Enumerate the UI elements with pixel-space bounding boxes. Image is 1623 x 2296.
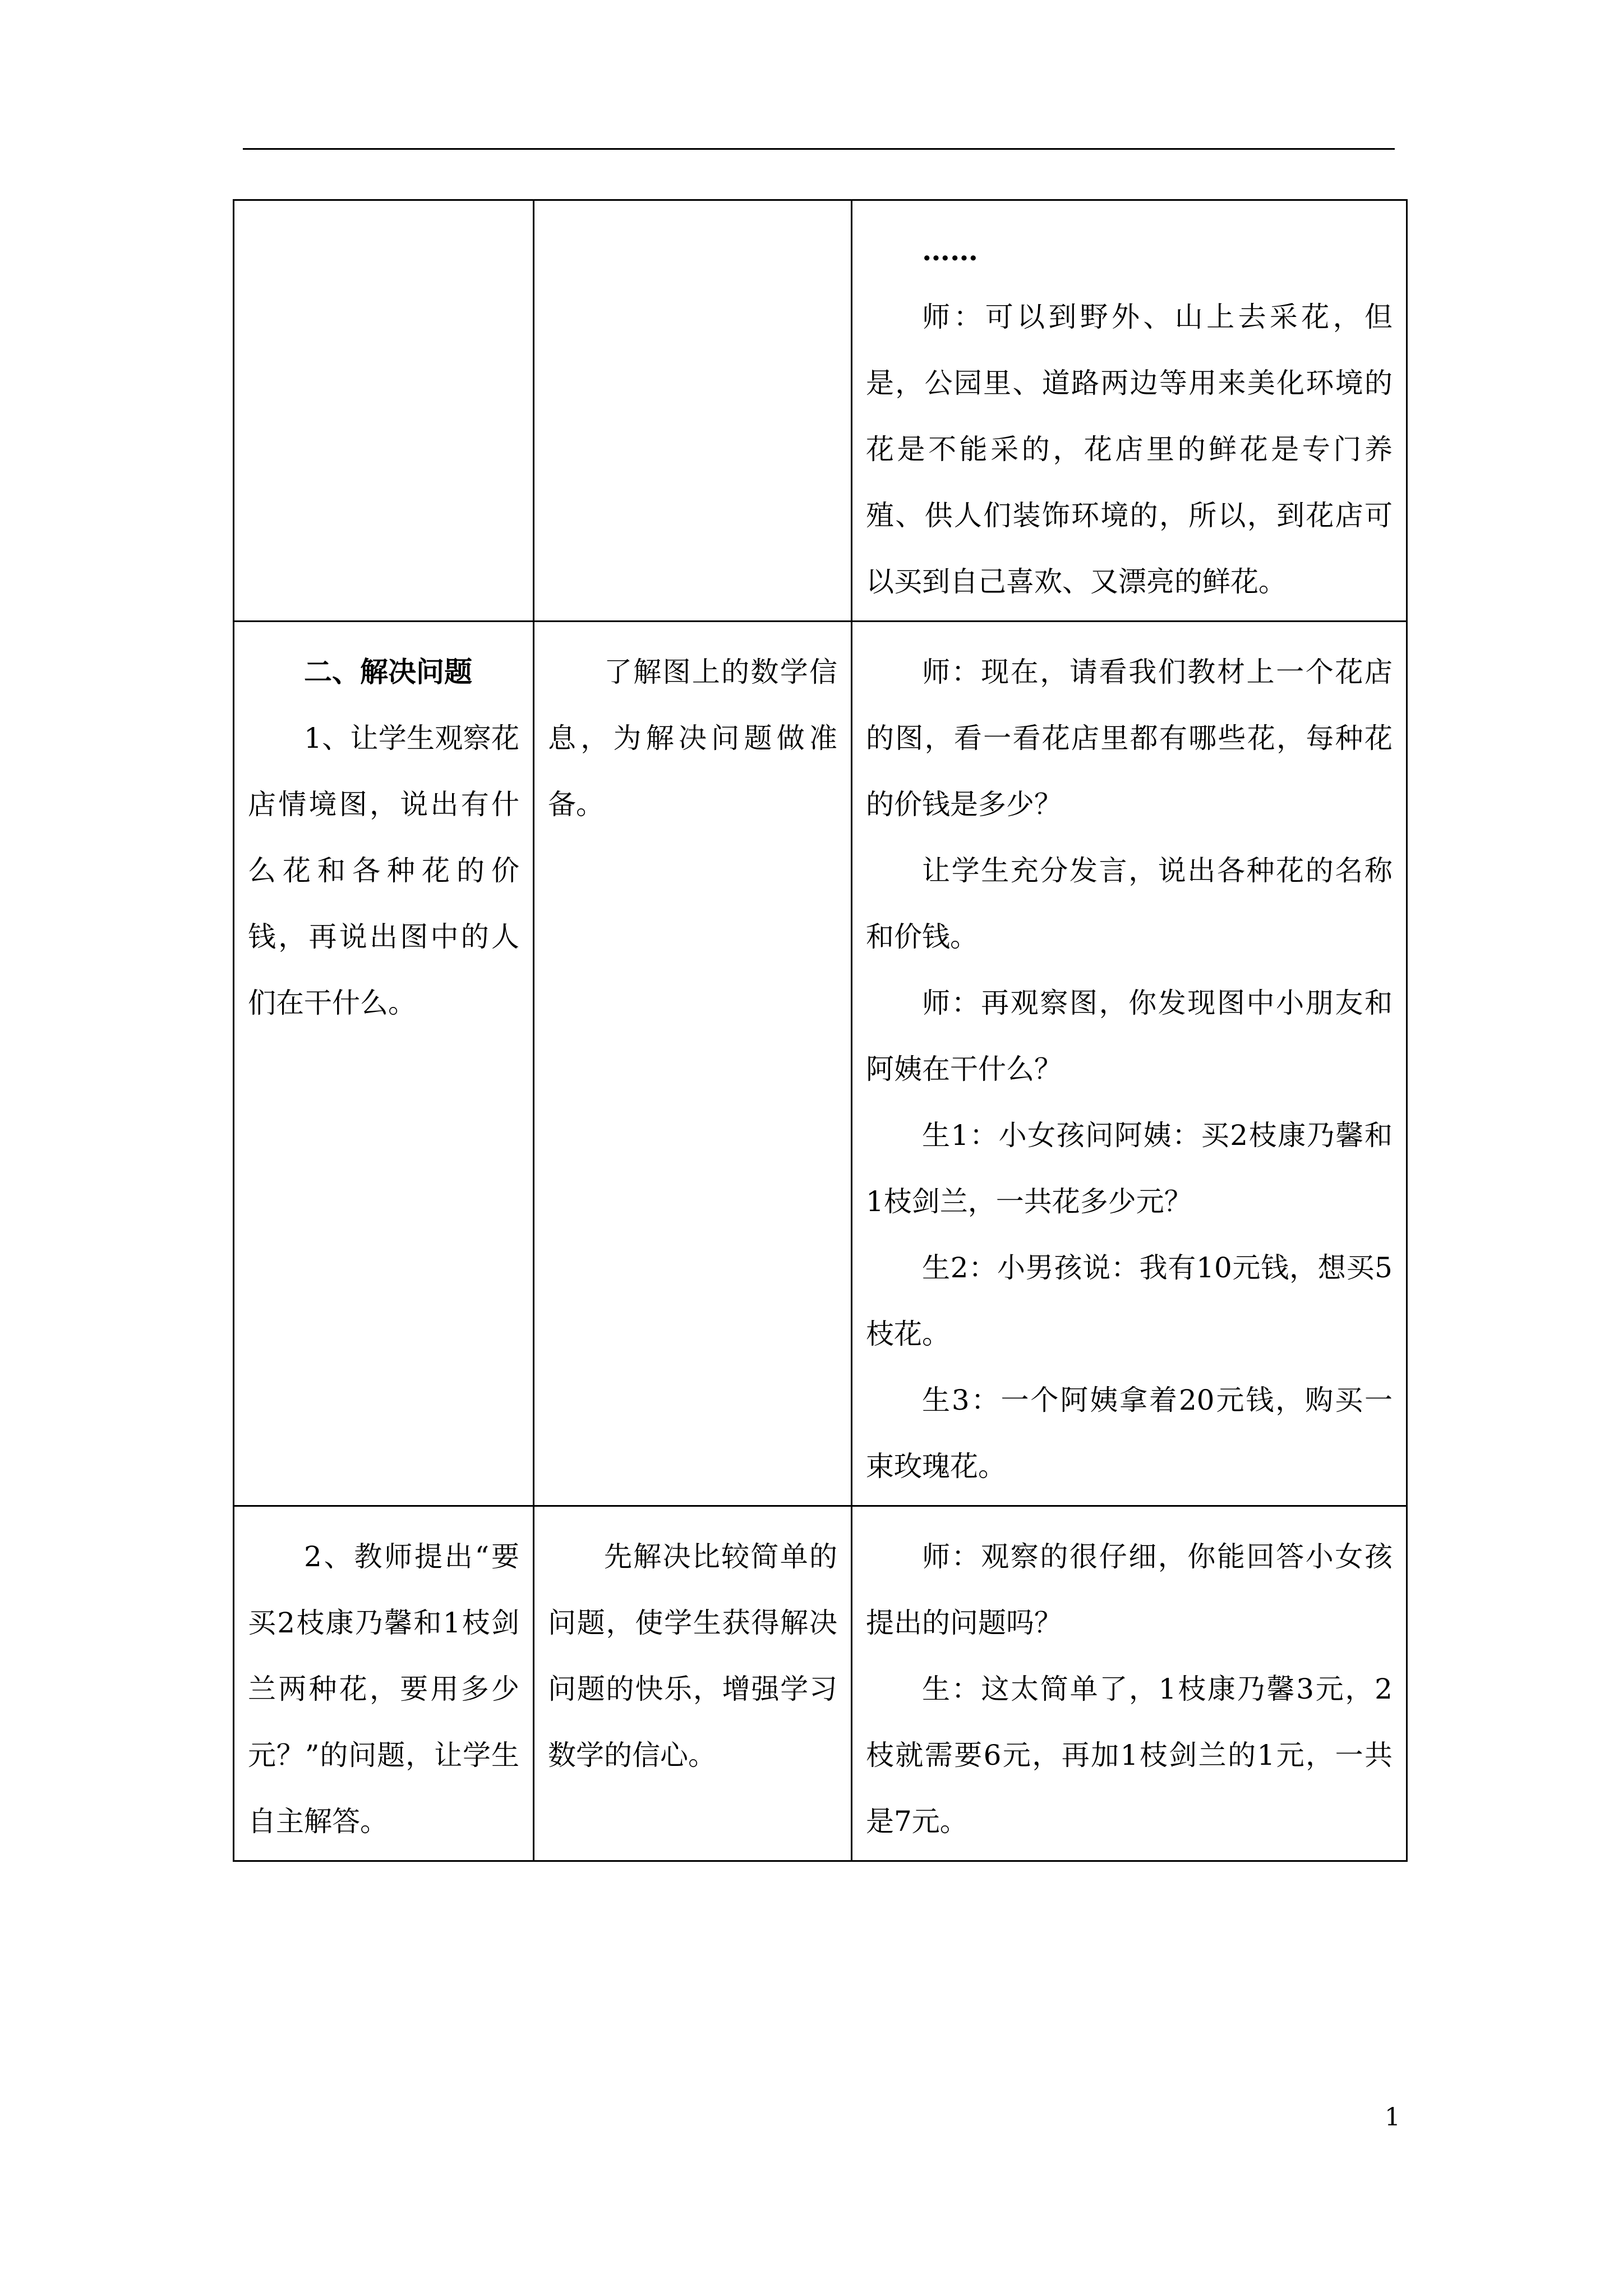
teacher-line: 师：可以到野外、山上去采花，但是，公园里、道路两边等用来美化环境的花是不能采的，花店里的鲜花是专门养殖、供人们装饰环境的，所以，到花店可以买到自己喜欢、又漂亮的鲜花。 <box>866 301 1393 598</box>
student-line: 生2：小男孩说：我有10元钱，想买5枝花。 <box>866 1251 1393 1350</box>
activity-cell <box>852 622 1407 1506</box>
teacher-line: 师：观察的很仔细，你能回答小女孩提出的问题吗？ <box>866 1540 1393 1639</box>
activity-cell <box>852 200 1407 622</box>
purpose-text: 了解图上的数学信息，为解决问题做准备。 <box>548 656 837 821</box>
header-rule <box>243 148 1395 150</box>
page-number: 1 <box>1385 2103 1400 2132</box>
content-cell <box>234 1506 534 1861</box>
student-line: 生：这太简单了，1枝康乃馨3元，2枝就需要6元，再加1枝剑兰的1元，一共是7元。 <box>866 1673 1393 1838</box>
section-heading: 二、解决问题 <box>304 655 472 688</box>
purpose-cell <box>534 200 852 622</box>
step-text: 2、教师提出“要买2枝康乃馨和1枝剑兰两种花，要用多少元？”的问题，让学生自主解答。 <box>248 1540 519 1838</box>
table-row <box>234 200 1407 622</box>
activity-cell <box>852 1506 1407 1861</box>
purpose-cell <box>534 622 852 1506</box>
instruction-line: 让学生充分发言，说出各种花的名称和价钱。 <box>866 854 1393 953</box>
content-cell <box>234 622 534 1506</box>
step-text: 1、让学生观察花店情境图，说出有什么花和各种花的价钱，再说出图中的人们在干什么。 <box>248 722 519 1019</box>
table-row <box>234 1506 1407 1861</box>
content-cell <box>234 200 534 622</box>
purpose-text: 先解决比较简单的问题，使学生获得解决问题的快乐，增强学习数学的信心。 <box>548 1540 837 1772</box>
ellipsis-text: …… <box>922 234 978 267</box>
student-line: 生1：小女孩问阿姨：买2枝康乃馨和1枝剑兰，一共花多少元？ <box>866 1119 1393 1218</box>
teacher-line: 师：现在，请看我们教材上一个花店的图，看一看花店里都有哪些花，每种花的价钱是多少？ <box>866 656 1393 821</box>
lesson-plan-table <box>233 199 1408 1862</box>
purpose-cell <box>534 1506 852 1861</box>
table-row <box>234 622 1407 1506</box>
student-line: 生3：一个阿姨拿着20元钱，购买一束玫瑰花。 <box>866 1384 1393 1483</box>
teacher-line: 师：再观察图，你发现图中小朋友和阿姨在干什么？ <box>866 987 1393 1085</box>
